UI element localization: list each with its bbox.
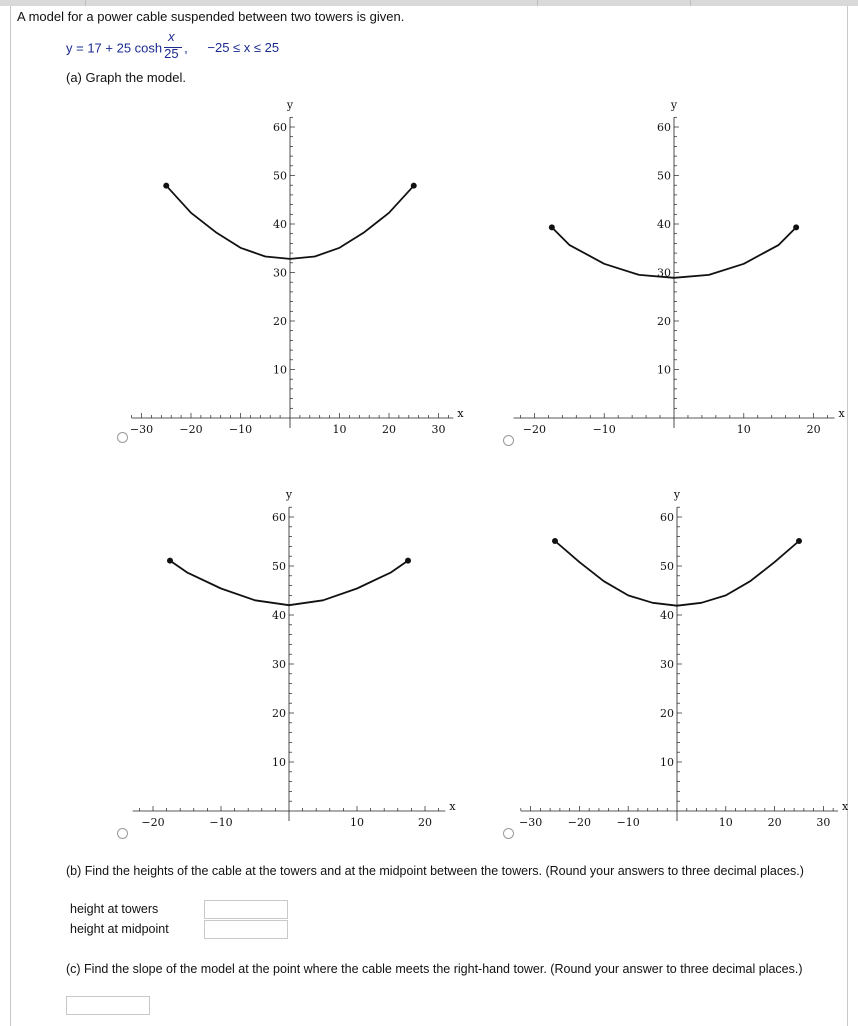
- y-tick-label: 60: [657, 121, 671, 134]
- graph-option-4-radio[interactable]: [503, 828, 514, 839]
- tower-endpoint-dot: [405, 558, 411, 564]
- x-tick-label: −30: [518, 816, 543, 829]
- y-tick-label: 50: [272, 560, 286, 573]
- x-tick-label: −20: [522, 423, 547, 436]
- x-tick-label: −30: [129, 423, 154, 436]
- y-tick-label: 30: [660, 658, 674, 671]
- y-tick-label: 50: [660, 560, 674, 573]
- tower-endpoint-dot: [796, 538, 802, 544]
- y-tick-label: 20: [272, 707, 286, 720]
- y-tick-label: 50: [657, 169, 671, 183]
- problem-intro: A model for a power cable suspended between two towers is given.: [17, 9, 405, 24]
- x-tick-label: 30: [431, 423, 446, 436]
- y-tick-label: 10: [657, 363, 671, 377]
- tower-endpoint-dot: [549, 224, 555, 230]
- equation-fraction: [164, 29, 182, 61]
- tower-endpoint-dot: [167, 558, 173, 564]
- graph-option-2-radio[interactable]: [503, 435, 514, 446]
- x-axis-label: x: [449, 800, 456, 813]
- x-tick-label: 20: [418, 816, 432, 829]
- x-tick-label: 30: [816, 816, 831, 829]
- y-tick-label: 60: [660, 511, 674, 524]
- height-at-midpoint-input[interactable]: [204, 920, 288, 939]
- fraction-denominator: 25: [164, 46, 179, 61]
- x-axis-label: x: [842, 800, 849, 813]
- tower-endpoint-dot: [411, 183, 417, 189]
- tower-endpoint-dot: [552, 538, 558, 544]
- y-tick-label: 40: [657, 218, 671, 231]
- x-tick-label: −10: [592, 423, 616, 436]
- part-a-label: (a) Graph the model.: [66, 70, 186, 85]
- y-tick-label: 40: [660, 609, 674, 622]
- y-tick-label: 30: [273, 266, 287, 280]
- x-tick-label: −20: [179, 423, 203, 436]
- graph-option-1-radio[interactable]: [117, 432, 128, 443]
- graph-option-3-radio[interactable]: [117, 828, 128, 839]
- tower-endpoint-dot: [163, 183, 169, 189]
- y-tick-label: 20: [273, 315, 287, 328]
- x-axis-label: x: [457, 407, 464, 420]
- x-tick-label: 10: [332, 423, 347, 436]
- x-tick-label: 10: [350, 816, 364, 829]
- y-tick-label: 20: [660, 707, 674, 720]
- slope-input[interactable]: [66, 996, 150, 1015]
- equation-comma: ,: [184, 40, 188, 56]
- height-at-towers-label: height at towers: [70, 902, 159, 916]
- y-tick-label: 20: [657, 315, 671, 328]
- y-tick-label: 60: [273, 121, 287, 134]
- y-tick-label: 50: [273, 169, 287, 183]
- part-b-question: (b) Find the heights of the cable at the towers and at the midpoint between the towers. (Round your answers to three decimal places.): [66, 864, 804, 878]
- x-tick-label: −10: [228, 423, 253, 436]
- y-tick-label: 10: [660, 756, 674, 769]
- y-axis-label: y: [670, 98, 678, 112]
- x-tick-label: 10: [736, 423, 751, 436]
- x-tick-label: 10: [718, 816, 733, 829]
- y-tick-label: 10: [272, 756, 286, 769]
- y-axis-label: y: [673, 488, 681, 502]
- x-tick-label: 20: [806, 423, 821, 436]
- x-tick-label: −20: [141, 816, 165, 829]
- x-tick-label: −10: [616, 816, 640, 829]
- y-tick-label: 40: [272, 609, 286, 622]
- part-c-question: (c) Find the slope of the model at the point where the cable meets the right-hand tower. (Round your answer to three decimal places.): [66, 962, 803, 976]
- y-tick-label: 60: [272, 511, 286, 524]
- x-axis-label: x: [838, 407, 845, 420]
- equation-lhs: y = 17 + 25 cosh: [66, 40, 163, 56]
- fraction-numerator: x: [168, 29, 175, 44]
- x-tick-label: 20: [767, 816, 782, 829]
- y-tick-label: 10: [273, 363, 287, 377]
- y-tick-label: 30: [657, 266, 671, 280]
- y-tick-label: 40: [273, 218, 287, 231]
- x-tick-label: 20: [382, 423, 396, 436]
- equation-domain: −25 ≤ x ≤ 25: [207, 40, 280, 56]
- y-tick-label: 30: [272, 658, 286, 671]
- y-axis-label: y: [285, 488, 293, 502]
- x-tick-label: −20: [567, 816, 592, 829]
- height-at-towers-input[interactable]: [204, 900, 288, 919]
- x-tick-label: −10: [209, 816, 233, 829]
- height-at-midpoint-label: height at midpoint: [70, 922, 169, 936]
- y-axis-label: y: [286, 98, 294, 112]
- model-equation: [66, 29, 280, 61]
- tower-endpoint-dot: [793, 224, 799, 230]
